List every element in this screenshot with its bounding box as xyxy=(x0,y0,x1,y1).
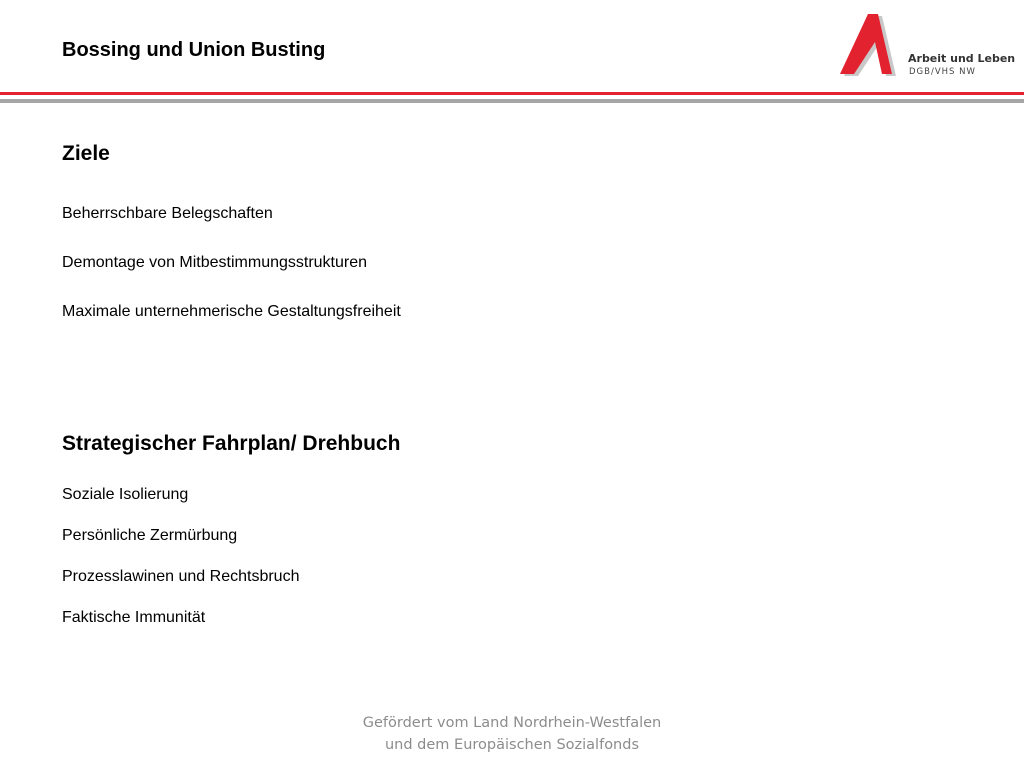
list-item: Maximale unternehmerische Gestaltungsfreiheit xyxy=(62,303,401,320)
list-item: Soziale Isolierung xyxy=(62,486,189,503)
footer-line-2: und dem Europäischen Sozialfonds xyxy=(384,737,640,753)
list-item: Demontage von Mitbestimmungsstrukturen xyxy=(62,254,368,271)
logo-text-primary: Arbeit und Leben xyxy=(908,52,1016,65)
page-title: Bossing und Union Busting xyxy=(62,39,326,61)
section-heading-fahrplan: Strategischer Fahrplan/ Drehbuch xyxy=(62,432,401,455)
list-item: Faktische Immunität xyxy=(62,609,206,626)
logo-text-secondary: DGB/VHS NW xyxy=(909,67,976,77)
section-heading-ziele: Ziele xyxy=(62,142,110,165)
arbeit-und-leben-logo xyxy=(836,12,1016,80)
header-divider-grey xyxy=(0,99,1024,103)
header-divider-red xyxy=(0,92,1024,95)
list-item: Prozesslawinen und Rechtsbruch xyxy=(62,568,300,585)
list-item: Persönliche Zermürbung xyxy=(62,527,238,544)
funding-footer xyxy=(312,712,712,756)
list-item: Beherrschbare Belegschaften xyxy=(62,205,273,222)
footer-line-1: Gefördert vom Land Nordrhein-Westfalen xyxy=(362,715,662,731)
